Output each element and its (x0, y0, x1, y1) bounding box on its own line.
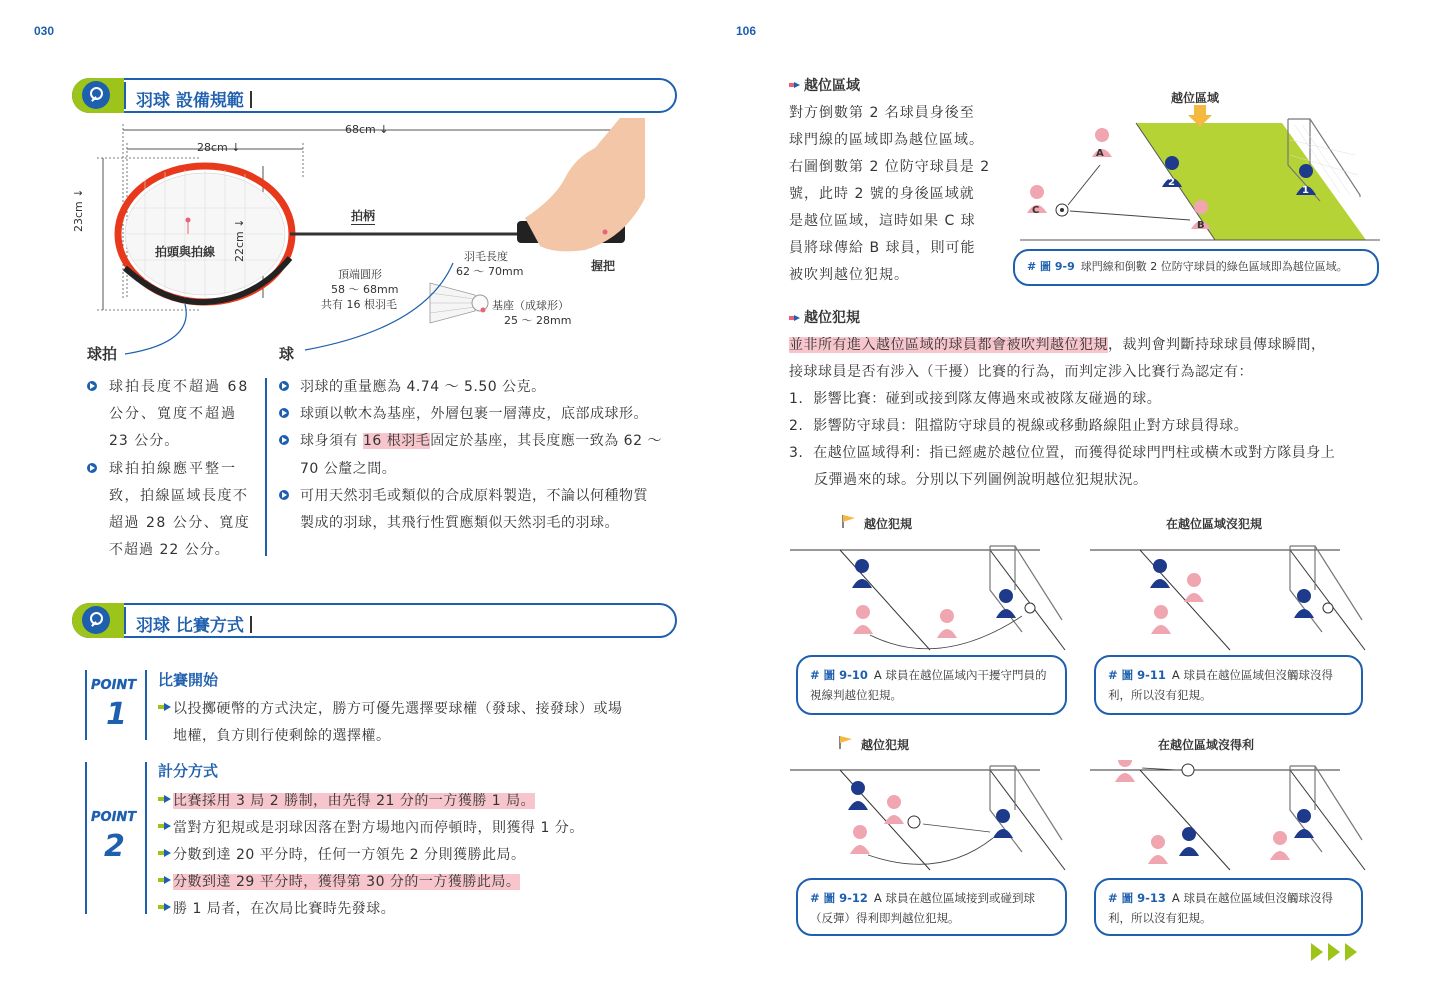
point-number: 1 (106, 697, 127, 732)
racket-rule-line: 球拍長度不超過 68 (109, 379, 250, 395)
bullet-icon (279, 381, 289, 391)
point-bracket-left (85, 762, 87, 914)
flag-icon (841, 513, 857, 529)
ball-rule-line: 70 公釐之間。 (300, 461, 397, 477)
bullet-icon (87, 463, 97, 473)
offside-foul-line: 接球球員是否有涉入（干擾）比賽的行為，而判定涉入比賽行為認定有： (789, 364, 1253, 380)
caption-fig-9-11: # 圖 9-11 A 球員在越位區域但沒觸球沒得利，所以沒有犯規。 (1094, 655, 1363, 715)
heading-marker-icon (789, 82, 801, 88)
player-label: 2 (1168, 177, 1175, 188)
search-icon (72, 78, 124, 113)
offside-foul-heading: 越位犯規 (804, 310, 860, 326)
offside-area-line: 右圖倒數第 2 位防守球員是 2 (789, 159, 991, 175)
racket-rule-line: 不超過 22 公分。 (109, 542, 230, 558)
flag-icon (838, 734, 854, 750)
racket-heading: 球拍 (87, 345, 118, 363)
search-icon (72, 603, 124, 638)
offside-diagram-9-12 (790, 760, 1070, 875)
arrow-bullet-icon (158, 795, 172, 803)
point2-line: 分數到達 20 平分時，任何一方領先 2 分則獲勝此局。 (173, 847, 526, 863)
racket-rule-line: 致，拍線區域長度不 (109, 488, 249, 504)
next-page-arrows-icon (1311, 943, 1362, 965)
highlight-text: 16 根羽毛 (362, 433, 431, 449)
point-bracket-right (145, 762, 147, 914)
point-label: POINT (91, 810, 137, 825)
dim-total-length: 68cm ↓ (345, 123, 389, 136)
section-header-equipment (72, 78, 677, 113)
offside-foul-line: 並非所有進入越位區域的球員都會被吹判越位犯規，裁判會判斷持球球員傳球瞬間， (789, 337, 1326, 353)
page-number-right: 106 (736, 24, 757, 38)
label-top-circle-size: 58 ～ 68mm (331, 283, 399, 296)
label-feather-length-val: 62 ～ 70mm (456, 265, 524, 278)
caption-fig-9-9: # 圖 9-9 球門線和倒數 2 位防守球員的綠色區域即為越位區域。 (1013, 249, 1379, 286)
caption-fig-9-12: # 圖 9-12 A 球員在越位區域接到或碰到球（反彈）得利即判越位犯規。 (796, 878, 1067, 936)
offside-area-line: 是越位區域，這時如果 C 球 (789, 213, 976, 229)
label-head: 拍頭與拍線 (155, 245, 216, 259)
point2-heading: 計分方式 (158, 762, 219, 780)
offside-foul-item: 3. 在越位區域得利：指已經處於越位位置，而獲得從球門門柱或橫木或對方隊員身上 (789, 445, 1336, 461)
caption-fig-9-13: # 圖 9-13 A 球員在越位區域但沒觸球沒得利，所以沒有犯規。 (1094, 878, 1363, 936)
dim-head-length: 28cm ↓ (197, 141, 241, 154)
arrow-bullet-icon (158, 903, 172, 911)
column-divider (265, 378, 267, 556)
ball-rule-line: 球頭以軟木為基座，外層包裹一層薄皮，底部成球形。 (300, 406, 648, 422)
offside-foul-item: 1. 影響比賽：碰到或接到隊友傳過來或被隊友碰過的球。 (789, 391, 1162, 407)
ball-rule-line: 球身須有 16 根羽毛固定於基座，其長度應一致為 62 ～ (300, 433, 662, 449)
label-feathers: 共有 16 根羽毛 (321, 298, 397, 311)
point-number: 2 (104, 829, 125, 864)
offside-area-line: 員將球傳給 B 球員，則可能 (789, 240, 976, 256)
point1-line: 地權，負方則行使剩餘的選擇權。 (173, 728, 391, 744)
label-grip: 握把 (591, 259, 616, 273)
arrow-bullet-icon (158, 822, 172, 830)
caption-fig-9-10: # 圖 9-10 A 球員在越位區域內干擾守門員的視線判越位犯規。 (796, 655, 1067, 715)
offside-area-line: 號，此時 2 號的身後區域就 (789, 186, 975, 202)
offside-diagram-9-13 (1090, 760, 1370, 875)
racket-rule-line: 球拍拍線應平整一 (109, 461, 237, 477)
bullet-icon (279, 408, 289, 418)
figure-title: 在越位區域沒得利 (1158, 738, 1255, 752)
point1-line: 以投擲硬幣的方式決定，勝方可優先選擇要球權（發球、接發球）或場 (173, 701, 623, 717)
offside-area-line: 球門線的區域即為越位區域。 (789, 132, 984, 148)
point2-line: 比賽採用 3 局 2 勝制，由先得 21 分的一方獲勝 1 局。 (173, 793, 536, 809)
bullet-icon (279, 435, 289, 445)
offside-diagram-9-10 (790, 540, 1070, 655)
figure-title: 在越位區域沒犯規 (1166, 517, 1263, 531)
arrow-bullet-icon (158, 849, 172, 857)
arrow-bullet-icon (158, 876, 172, 884)
player-label: B (1197, 220, 1205, 231)
ball-rule-line: 羽球的重量應為 4.74 ～ 5.50 公克。 (300, 379, 546, 395)
dim-string-width: 22cm ↓ (233, 218, 246, 262)
offside-foul-item: 2. 影響防守球員：阻擋防守球員的視線或移動路線阻止對方球員得球。 (789, 418, 1249, 434)
page-number-left: 030 (34, 24, 55, 38)
offside-area-line: 被吹判越位犯規。 (789, 267, 909, 283)
point-label: POINT (91, 678, 137, 693)
dim-head-width: 23cm ↓ (72, 188, 85, 232)
arrow-bullet-icon (158, 703, 172, 711)
point-bracket-right (145, 670, 147, 740)
racket-rule-line: 公分、寬度不超過 (109, 406, 237, 422)
offside-area-diagram (1020, 105, 1380, 245)
label-base: 基座（成球形） (492, 299, 569, 312)
bullet-icon (279, 490, 289, 500)
point2-line: 當對方犯規或是羽球因落在對方場地內而停頓時，則獲得 1 分。 (173, 820, 584, 836)
offside-figure-title: 越位區域 (1171, 91, 1220, 105)
offside-area-line: 對方倒數第 2 名球員身後至 (789, 105, 975, 121)
racket-rule-line: 23 公分。 (109, 433, 180, 449)
section-title: 羽球 設備規範 (136, 86, 252, 111)
section-header-match (72, 603, 677, 638)
point2-line: 勝 1 局者，在次局比賽時先發球。 (173, 901, 396, 917)
point2-line: 分數到達 29 平分時，獲得第 30 分的一方獲勝此局。 (173, 874, 521, 890)
section-title: 羽球 比賽方式 (136, 611, 252, 636)
player-label: C (1032, 205, 1040, 216)
offside-area-heading: 越位區域 (804, 78, 860, 94)
ball-rule-line: 製成的羽球，其飛行性質應類似天然羽毛的羽球。 (300, 515, 619, 531)
point1-heading: 比賽開始 (158, 671, 219, 689)
bullet-icon (87, 381, 97, 391)
offside-diagram-9-11 (1090, 540, 1370, 655)
point-bracket-left (85, 670, 87, 740)
label-top-circle: 頂端圓形 (338, 268, 382, 281)
offside-foul-item-cont: 反彈過來的球。分別以下列圖例說明越位犯規狀況。 (814, 472, 1148, 488)
ball-rule-line: 可用天然羽毛或類似的合成原料製造，不論以何種物質 (300, 488, 648, 504)
label-base-size: 25 ～ 28mm (504, 314, 572, 327)
ball-heading: 球 (279, 345, 295, 363)
player-label: 1 (1302, 185, 1309, 196)
figure-title: 越位犯規 (864, 517, 913, 531)
player-label: A (1096, 148, 1104, 159)
racket-rule-line: 超過 28 公分、寬度 (109, 515, 251, 531)
heading-marker-icon (789, 315, 801, 321)
label-shaft: 拍柄 (351, 209, 376, 223)
label-feather-length: 羽毛長度 (464, 250, 508, 263)
figure-title: 越位犯規 (861, 738, 910, 752)
